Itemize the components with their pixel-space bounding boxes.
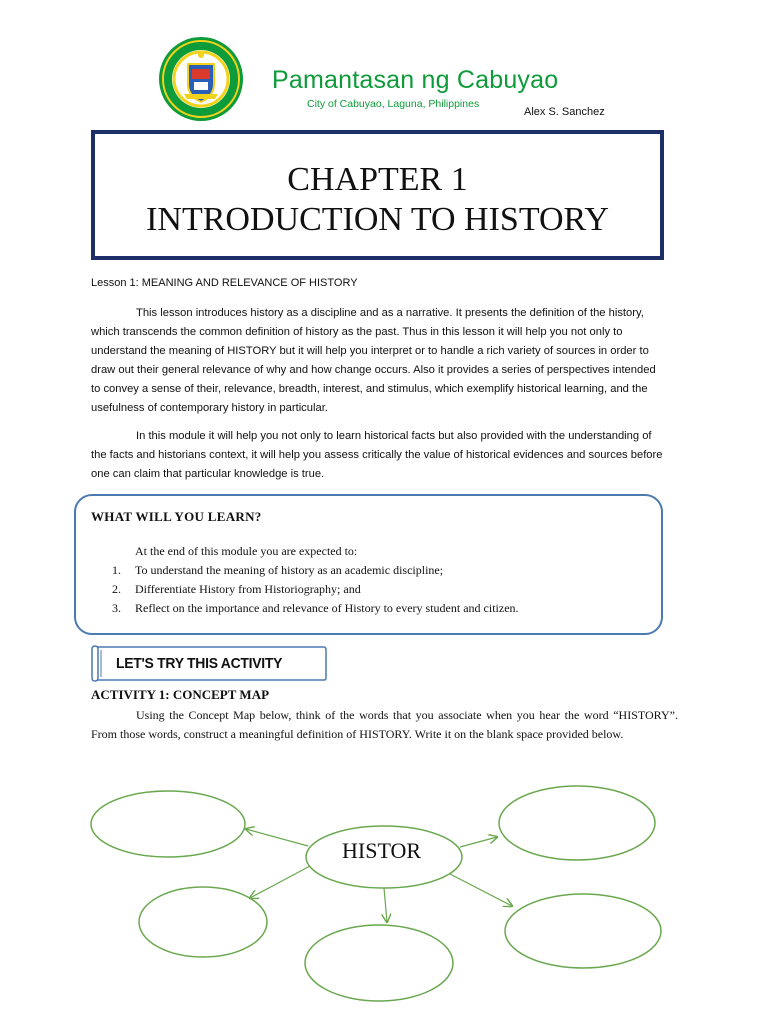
- learning-objectives-heading: WHAT WILL YOU LEARN?: [91, 509, 262, 524]
- learning-objectives-intro: At the end of this module you are expected to:: [135, 544, 358, 558]
- chapter-title-box: [91, 130, 664, 260]
- concept-bubble-top-right: [499, 786, 655, 860]
- arrow-top-right: [460, 837, 497, 847]
- learning-objectives-list: [112, 561, 519, 618]
- concept-map: [0, 780, 768, 1024]
- concept-bubble-bottom-right: [505, 894, 661, 968]
- lesson-paragraph-2: In this module it will help you not only to learn historical facts but also provided with the understanding of the facts and historians context, it will help you assess critically the value of historical evidences and sources before one can claim that particular knowledge is true.: [91, 430, 663, 480]
- activity-banner-label: LET'S TRY THIS ACTIVITY: [116, 655, 283, 672]
- concept-bubble-bottom-left: [139, 887, 267, 957]
- arrow-bottom-right: [450, 874, 512, 906]
- concept-map-center-label: HISTOR: [342, 838, 422, 863]
- lesson-paragraph-1: This lesson introduces history as a discipline and as a narrative. It presents the definition of the history, which transcends the common definition of history as the past. Thus in this lesson it will help you not only to understand the meaning of HISTORY but it will help you interpret or to handle a rich variety of sources in order to draw out their general relevance of why and how change occurs. Also it provides a series of perspectives intended to convey a sense of their, relevance, breadth, interest, and stimulus, which exemplify historical learning, and the usefulness of contemporary history in particular.: [91, 307, 656, 414]
- activity-title: ACTIVITY 1: CONCEPT MAP: [91, 687, 270, 702]
- list-item: 1. To understand the meaning of history as an academic discipline;: [112, 563, 444, 577]
- chapter-number: CHAPTER 1: [287, 161, 468, 198]
- university-seal-icon: [158, 36, 244, 122]
- university-address: City of Cabuyao, Laguna, Philippines: [307, 98, 480, 110]
- concept-bubble-top-left: [91, 791, 245, 857]
- activity-instructions: Using the Concept Map below, think of the words that you associate when you hear the word “HISTORY”. From those words, construct a meaningful definition of HISTORY. Write it on the blank space provided below.: [91, 708, 678, 741]
- list-item: 3. Reflect on the importance and relevance of History to every student and citizen.: [112, 601, 519, 615]
- list-item: 2. Differentiate History from Historiography; and: [112, 582, 361, 596]
- author-name: Alex S. Sanchez: [524, 106, 605, 118]
- arrow-bottom-left: [250, 866, 310, 898]
- arrow-top-left: [246, 829, 308, 846]
- chapter-title: INTRODUCTION TO HISTORY: [146, 201, 609, 238]
- university-name: Pamantasan ng Cabuyao: [272, 66, 559, 94]
- arrow-bottom-center: [384, 888, 387, 922]
- lesson-title: Lesson 1: MEANING AND RELEVANCE OF HISTORY: [91, 277, 358, 289]
- concept-bubble-bottom-center: [305, 925, 453, 1001]
